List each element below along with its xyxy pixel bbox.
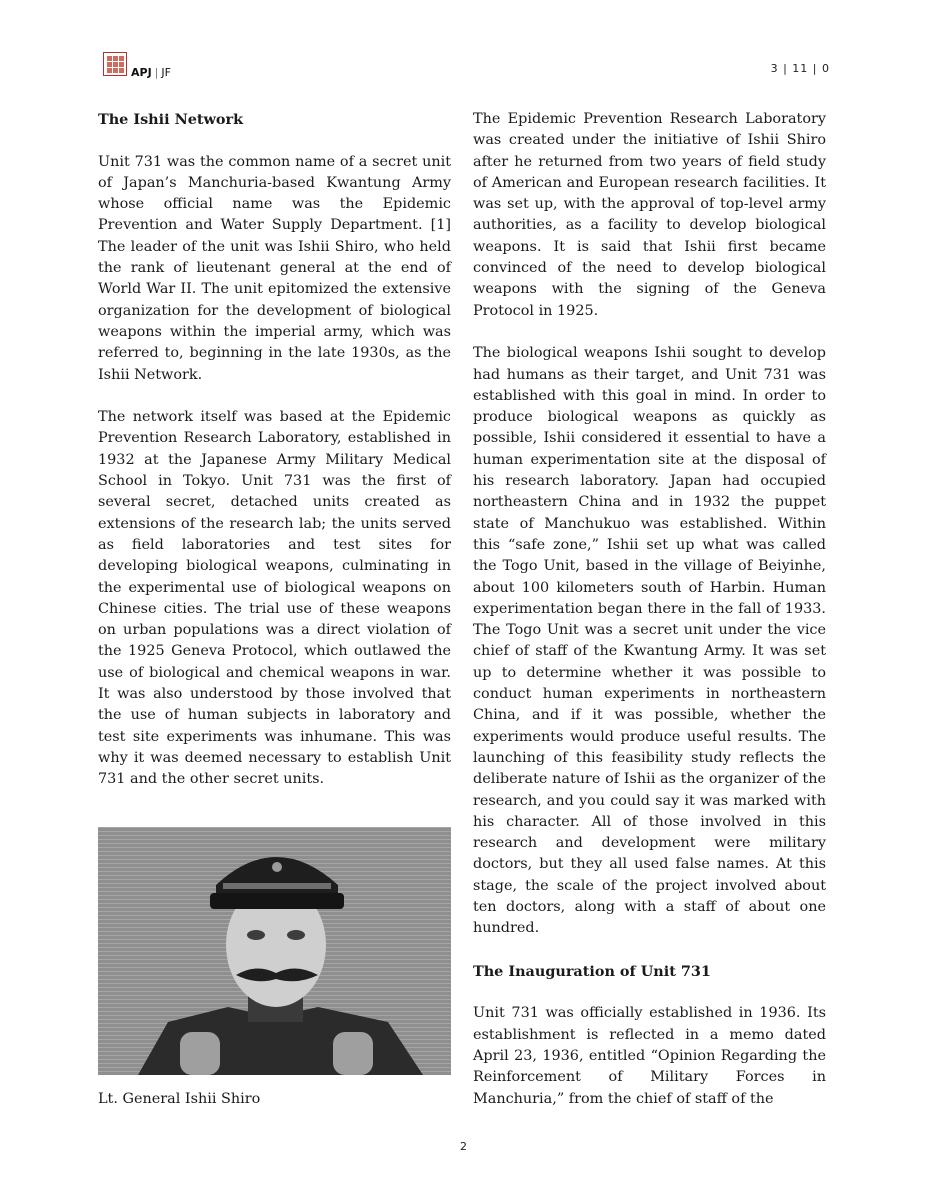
paragraph: Unit 731 was officially established in 1936. Its establishment is reflected in a memo dated April 23, 1936, entitled “Opinion Regarding the Reinforcement of Military Forces in Manchuria,” from the chief of staff of the	[473, 1005, 826, 1107]
issue-number: 3 | 11 | 0	[770, 62, 830, 75]
paragraph: The network itself was based at the Epidemic Prevention Research Laboratory, established in 1932 at the Japanese Army Military Medical School in Tokyo. Unit 731 was the first of several secret, detached units created as extensions of the research lab; the units served as field laboratories and test sites for developing biological weapons, culminating in the experimental use of biological weapons on Chinese cities. The trial use of these weapons on urban populations was a direct violation of the 1925 Geneva Protocol, which outlawed the use of biological and chemical weapons in war. It was also understood by those involved that the use of human subjects in laboratory and test site experiments was inhumane. This was why it was deemed necessary to establish Unit 731 and the other secret units.	[98, 409, 451, 788]
portrait-photo	[98, 827, 451, 1075]
right-column	[473, 109, 826, 1131]
section-heading: The Inauguration of Unit 731	[473, 962, 711, 980]
page-number: 2	[460, 1140, 467, 1153]
paragraph: The Epidemic Prevention Research Laboratory was created under the initiative of Ishii Shiro after he returned from two years of field study of American and European research facilities. It was set up, with the approval of top-level army authorities, as a facility to develop biological weapons. It is said that Ishii first became convinced of the need to develop biological weapons with the signing of the Geneva Protocol in 1925.	[473, 111, 826, 319]
paragraph: The biological weapons Ishii sought to develop had humans as their target, and Unit 731 was established with this goal in mind. In order to produce biological weapons as quickly as possible, Ishii considered it essential to have a human experimentation site at the disposal of his research laboratory. Japan had occupied northeastern China and in 1932 the puppet state of Manchukuo was established. Within this “safe zone,” Ishii set up what was called the Togo Unit, based in the village of Beiyinhe, about 100 kilometers south of Harbin. Human experimentation began there in the fall of 1933. The Togo Unit was a secret unit under the vice chief of staff of the Kwantung Army. It was set up to determine whether it was possible to conduct human experiments in northeastern China, and if it was possible, whether the experiments would produce useful results. The launching of this feasibility study reflects the deliberate nature of Ishii as the organizer of the research, and you could say it was marked with his character. All of those involved in this research and development were military doctors, but they all used false names. At this stage, the scale of the project involved about ten doctors, along with a staff of about one hundred.	[473, 345, 826, 937]
photo-caption: Lt. General Ishii Shiro	[98, 1091, 261, 1107]
brand-separator: |	[154, 66, 159, 79]
brand-journal: JF	[161, 66, 171, 79]
brand-name: APJ	[131, 66, 152, 79]
journal-logo-icon	[103, 52, 127, 76]
paragraph: Unit 731 was the common name of a secret unit of Japan’s Manchuria-based Kwantung Army whose official name was the Epidemic Prevention and Water Supply Department. [1] The leader of the unit was Ishii Shiro, who held the rank of lieutenant general at the end of World War II. The unit epitomized the extensive organization for the development of biological weapons within the imperial army, which was referred to, beginning in the late 1930s, as the Ishii Network.	[98, 153, 451, 383]
journal-brand	[131, 66, 171, 79]
left-column	[98, 109, 451, 812]
section-heading: The Ishii Network	[98, 111, 244, 128]
